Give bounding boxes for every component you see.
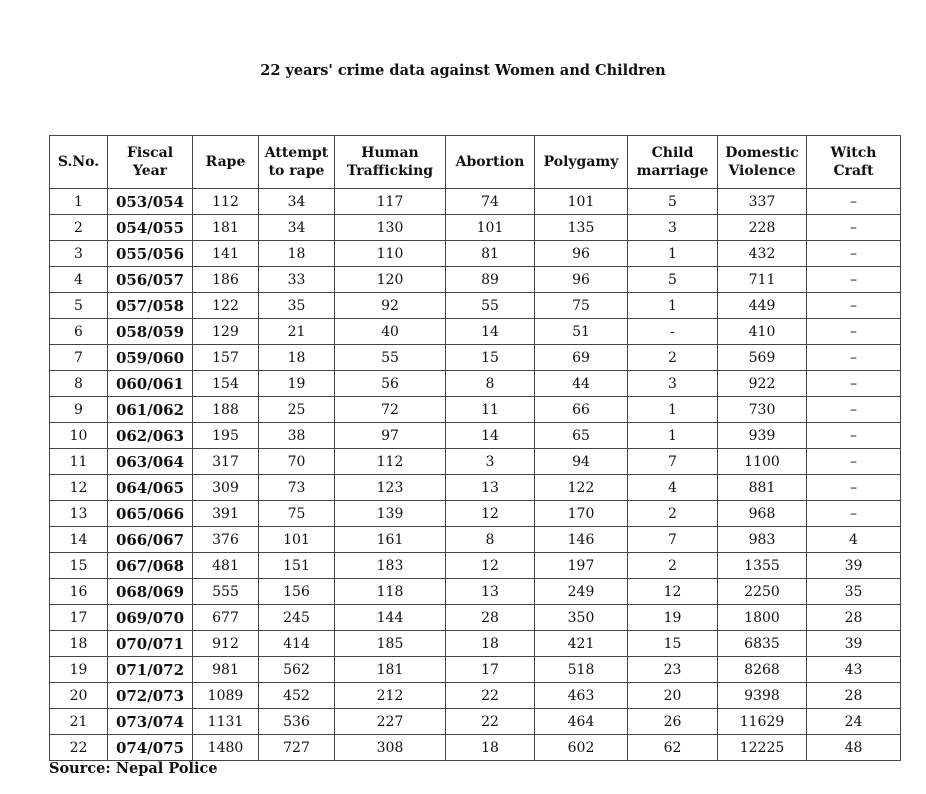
cell-sno: 9 bbox=[50, 397, 108, 423]
table-row bbox=[50, 423, 901, 449]
cell-human-trafficking: 308 bbox=[335, 735, 446, 761]
cell-polygamy: 146 bbox=[535, 527, 628, 553]
header-human-trafficking: Human Trafficking bbox=[335, 136, 446, 189]
cell-child-marriage: 20 bbox=[628, 683, 718, 709]
cell-attempt-to-rape: 25 bbox=[259, 397, 335, 423]
cell-attempt-to-rape: 34 bbox=[259, 189, 335, 215]
cell-domestic-violence: 1100 bbox=[718, 449, 807, 475]
cell-polygamy: 101 bbox=[535, 189, 628, 215]
cell-polygamy: 197 bbox=[535, 553, 628, 579]
cell-abortion: 22 bbox=[446, 683, 535, 709]
cell-attempt-to-rape: 70 bbox=[259, 449, 335, 475]
cell-child-marriage: 2 bbox=[628, 345, 718, 371]
table-row bbox=[50, 345, 901, 371]
cell-attempt-to-rape: 33 bbox=[259, 267, 335, 293]
cell-attempt-to-rape: 18 bbox=[259, 345, 335, 371]
cell-child-marriage: 4 bbox=[628, 475, 718, 501]
header-polygamy: Polygamy bbox=[535, 136, 628, 189]
cell-sno: 17 bbox=[50, 605, 108, 631]
table-body bbox=[50, 189, 901, 761]
cell-fiscal-year: 073/074 bbox=[108, 709, 193, 735]
table-row bbox=[50, 319, 901, 345]
table-row bbox=[50, 735, 901, 761]
cell-abortion: 89 bbox=[446, 267, 535, 293]
cell-abortion: 8 bbox=[446, 371, 535, 397]
cell-abortion: 12 bbox=[446, 501, 535, 527]
table-row bbox=[50, 553, 901, 579]
cell-fiscal-year: 065/066 bbox=[108, 501, 193, 527]
cell-rape: 309 bbox=[193, 475, 259, 501]
cell-attempt-to-rape: 19 bbox=[259, 371, 335, 397]
cell-rape: 1131 bbox=[193, 709, 259, 735]
cell-attempt-to-rape: 73 bbox=[259, 475, 335, 501]
cell-polygamy: 69 bbox=[535, 345, 628, 371]
table-row bbox=[50, 631, 901, 657]
cell-sno: 5 bbox=[50, 293, 108, 319]
cell-abortion: 13 bbox=[446, 579, 535, 605]
table-row bbox=[50, 527, 901, 553]
cell-fiscal-year: 064/065 bbox=[108, 475, 193, 501]
cell-rape: 188 bbox=[193, 397, 259, 423]
cell-polygamy: 51 bbox=[535, 319, 628, 345]
cell-domestic-violence: 983 bbox=[718, 527, 807, 553]
cell-abortion: 12 bbox=[446, 553, 535, 579]
cell-sno: 11 bbox=[50, 449, 108, 475]
table-row bbox=[50, 501, 901, 527]
cell-domestic-violence: 6835 bbox=[718, 631, 807, 657]
cell-domestic-violence: 711 bbox=[718, 267, 807, 293]
cell-abortion: 18 bbox=[446, 735, 535, 761]
cell-fiscal-year: 071/072 bbox=[108, 657, 193, 683]
cell-sno: 2 bbox=[50, 215, 108, 241]
cell-human-trafficking: 117 bbox=[335, 189, 446, 215]
cell-abortion: 81 bbox=[446, 241, 535, 267]
cell-human-trafficking: 92 bbox=[335, 293, 446, 319]
cell-human-trafficking: 139 bbox=[335, 501, 446, 527]
cell-attempt-to-rape: 536 bbox=[259, 709, 335, 735]
cell-rape: 195 bbox=[193, 423, 259, 449]
cell-rape: 186 bbox=[193, 267, 259, 293]
cell-rape: 112 bbox=[193, 189, 259, 215]
cell-attempt-to-rape: 151 bbox=[259, 553, 335, 579]
cell-domestic-violence: 968 bbox=[718, 501, 807, 527]
cell-witch-craft: – bbox=[807, 501, 901, 527]
cell-child-marriage: 19 bbox=[628, 605, 718, 631]
table-row bbox=[50, 189, 901, 215]
source-note: Source: Nepal Police bbox=[49, 760, 218, 777]
cell-human-trafficking: 123 bbox=[335, 475, 446, 501]
cell-attempt-to-rape: 562 bbox=[259, 657, 335, 683]
cell-abortion: 101 bbox=[446, 215, 535, 241]
cell-child-marriage: 5 bbox=[628, 189, 718, 215]
table-row bbox=[50, 241, 901, 267]
cell-witch-craft: 39 bbox=[807, 631, 901, 657]
cell-sno: 16 bbox=[50, 579, 108, 605]
table-row bbox=[50, 371, 901, 397]
cell-polygamy: 96 bbox=[535, 267, 628, 293]
cell-witch-craft: – bbox=[807, 371, 901, 397]
cell-domestic-violence: 569 bbox=[718, 345, 807, 371]
cell-child-marriage: 15 bbox=[628, 631, 718, 657]
cell-human-trafficking: 112 bbox=[335, 449, 446, 475]
cell-human-trafficking: 55 bbox=[335, 345, 446, 371]
cell-attempt-to-rape: 34 bbox=[259, 215, 335, 241]
cell-polygamy: 249 bbox=[535, 579, 628, 605]
cell-sno: 22 bbox=[50, 735, 108, 761]
cell-domestic-violence: 922 bbox=[718, 371, 807, 397]
cell-polygamy: 66 bbox=[535, 397, 628, 423]
cell-fiscal-year: 058/059 bbox=[108, 319, 193, 345]
cell-rape: 1480 bbox=[193, 735, 259, 761]
cell-sno: 12 bbox=[50, 475, 108, 501]
cell-rape: 122 bbox=[193, 293, 259, 319]
cell-human-trafficking: 161 bbox=[335, 527, 446, 553]
cell-rape: 317 bbox=[193, 449, 259, 475]
table-title: 22 years' crime data against Women and Children bbox=[260, 62, 666, 79]
cell-human-trafficking: 120 bbox=[335, 267, 446, 293]
header-attempt-to-rape: Attempt to rape bbox=[259, 136, 335, 189]
cell-fiscal-year: 067/068 bbox=[108, 553, 193, 579]
cell-sno: 1 bbox=[50, 189, 108, 215]
cell-attempt-to-rape: 452 bbox=[259, 683, 335, 709]
cell-child-marriage: 1 bbox=[628, 241, 718, 267]
cell-attempt-to-rape: 21 bbox=[259, 319, 335, 345]
cell-witch-craft: – bbox=[807, 215, 901, 241]
cell-domestic-violence: 12225 bbox=[718, 735, 807, 761]
cell-abortion: 13 bbox=[446, 475, 535, 501]
cell-abortion: 14 bbox=[446, 423, 535, 449]
cell-abortion: 8 bbox=[446, 527, 535, 553]
cell-witch-craft: – bbox=[807, 423, 901, 449]
cell-abortion: 17 bbox=[446, 657, 535, 683]
cell-abortion: 11 bbox=[446, 397, 535, 423]
cell-sno: 10 bbox=[50, 423, 108, 449]
cell-polygamy: 135 bbox=[535, 215, 628, 241]
cell-sno: 20 bbox=[50, 683, 108, 709]
header-row bbox=[50, 136, 901, 189]
cell-fiscal-year: 061/062 bbox=[108, 397, 193, 423]
cell-sno: 19 bbox=[50, 657, 108, 683]
cell-polygamy: 518 bbox=[535, 657, 628, 683]
cell-polygamy: 421 bbox=[535, 631, 628, 657]
cell-sno: 13 bbox=[50, 501, 108, 527]
header-domestic-violence: Domestic Violence bbox=[718, 136, 807, 189]
cell-witch-craft: 48 bbox=[807, 735, 901, 761]
cell-witch-craft: – bbox=[807, 189, 901, 215]
cell-domestic-violence: 939 bbox=[718, 423, 807, 449]
cell-fiscal-year: 055/056 bbox=[108, 241, 193, 267]
cell-witch-craft: 39 bbox=[807, 553, 901, 579]
cell-polygamy: 464 bbox=[535, 709, 628, 735]
cell-witch-craft: 28 bbox=[807, 683, 901, 709]
cell-fiscal-year: 074/075 bbox=[108, 735, 193, 761]
cell-child-marriage: 2 bbox=[628, 501, 718, 527]
table-row bbox=[50, 605, 901, 631]
cell-human-trafficking: 144 bbox=[335, 605, 446, 631]
header-child-marriage: Child marriage bbox=[628, 136, 718, 189]
cell-witch-craft: 35 bbox=[807, 579, 901, 605]
cell-witch-craft: – bbox=[807, 241, 901, 267]
cell-polygamy: 463 bbox=[535, 683, 628, 709]
cell-rape: 912 bbox=[193, 631, 259, 657]
cell-attempt-to-rape: 38 bbox=[259, 423, 335, 449]
cell-rape: 677 bbox=[193, 605, 259, 631]
cell-witch-craft: 4 bbox=[807, 527, 901, 553]
cell-child-marriage: - bbox=[628, 319, 718, 345]
cell-rape: 129 bbox=[193, 319, 259, 345]
cell-domestic-violence: 228 bbox=[718, 215, 807, 241]
cell-child-marriage: 1 bbox=[628, 423, 718, 449]
cell-sno: 4 bbox=[50, 267, 108, 293]
table-row bbox=[50, 397, 901, 423]
cell-child-marriage: 7 bbox=[628, 449, 718, 475]
cell-human-trafficking: 227 bbox=[335, 709, 446, 735]
cell-fiscal-year: 070/071 bbox=[108, 631, 193, 657]
cell-human-trafficking: 56 bbox=[335, 371, 446, 397]
cell-rape: 1089 bbox=[193, 683, 259, 709]
table-row bbox=[50, 267, 901, 293]
cell-child-marriage: 5 bbox=[628, 267, 718, 293]
cell-domestic-violence: 11629 bbox=[718, 709, 807, 735]
cell-human-trafficking: 212 bbox=[335, 683, 446, 709]
cell-rape: 141 bbox=[193, 241, 259, 267]
cell-rape: 376 bbox=[193, 527, 259, 553]
cell-polygamy: 170 bbox=[535, 501, 628, 527]
cell-domestic-violence: 1355 bbox=[718, 553, 807, 579]
cell-fiscal-year: 060/061 bbox=[108, 371, 193, 397]
cell-witch-craft: – bbox=[807, 319, 901, 345]
table-row bbox=[50, 657, 901, 683]
cell-rape: 391 bbox=[193, 501, 259, 527]
cell-human-trafficking: 72 bbox=[335, 397, 446, 423]
cell-polygamy: 96 bbox=[535, 241, 628, 267]
cell-child-marriage: 3 bbox=[628, 371, 718, 397]
cell-fiscal-year: 054/055 bbox=[108, 215, 193, 241]
cell-attempt-to-rape: 18 bbox=[259, 241, 335, 267]
cell-witch-craft: 28 bbox=[807, 605, 901, 631]
cell-human-trafficking: 130 bbox=[335, 215, 446, 241]
cell-fiscal-year: 062/063 bbox=[108, 423, 193, 449]
cell-abortion: 74 bbox=[446, 189, 535, 215]
cell-sno: 21 bbox=[50, 709, 108, 735]
cell-domestic-violence: 9398 bbox=[718, 683, 807, 709]
cell-rape: 157 bbox=[193, 345, 259, 371]
cell-polygamy: 602 bbox=[535, 735, 628, 761]
table-row bbox=[50, 709, 901, 735]
cell-fiscal-year: 053/054 bbox=[108, 189, 193, 215]
cell-fiscal-year: 057/058 bbox=[108, 293, 193, 319]
cell-domestic-violence: 8268 bbox=[718, 657, 807, 683]
cell-fiscal-year: 059/060 bbox=[108, 345, 193, 371]
table-row bbox=[50, 293, 901, 319]
table-row bbox=[50, 683, 901, 709]
cell-rape: 154 bbox=[193, 371, 259, 397]
crime-data-table bbox=[49, 135, 901, 761]
table-row bbox=[50, 579, 901, 605]
cell-child-marriage: 2 bbox=[628, 553, 718, 579]
cell-witch-craft: – bbox=[807, 267, 901, 293]
cell-witch-craft: – bbox=[807, 449, 901, 475]
cell-domestic-violence: 410 bbox=[718, 319, 807, 345]
cell-child-marriage: 1 bbox=[628, 293, 718, 319]
cell-abortion: 18 bbox=[446, 631, 535, 657]
cell-polygamy: 75 bbox=[535, 293, 628, 319]
cell-child-marriage: 12 bbox=[628, 579, 718, 605]
cell-child-marriage: 1 bbox=[628, 397, 718, 423]
cell-attempt-to-rape: 245 bbox=[259, 605, 335, 631]
cell-child-marriage: 23 bbox=[628, 657, 718, 683]
cell-fiscal-year: 069/070 bbox=[108, 605, 193, 631]
cell-domestic-violence: 730 bbox=[718, 397, 807, 423]
cell-rape: 481 bbox=[193, 553, 259, 579]
cell-polygamy: 94 bbox=[535, 449, 628, 475]
cell-sno: 18 bbox=[50, 631, 108, 657]
cell-rape: 555 bbox=[193, 579, 259, 605]
table-row bbox=[50, 449, 901, 475]
header-witch-craft: Witch Craft bbox=[807, 136, 901, 189]
cell-sno: 14 bbox=[50, 527, 108, 553]
cell-human-trafficking: 97 bbox=[335, 423, 446, 449]
table-row bbox=[50, 475, 901, 501]
cell-child-marriage: 3 bbox=[628, 215, 718, 241]
cell-polygamy: 122 bbox=[535, 475, 628, 501]
cell-child-marriage: 7 bbox=[628, 527, 718, 553]
cell-attempt-to-rape: 101 bbox=[259, 527, 335, 553]
table-row bbox=[50, 215, 901, 241]
cell-abortion: 3 bbox=[446, 449, 535, 475]
cell-human-trafficking: 181 bbox=[335, 657, 446, 683]
cell-sno: 8 bbox=[50, 371, 108, 397]
cell-human-trafficking: 183 bbox=[335, 553, 446, 579]
cell-witch-craft: 43 bbox=[807, 657, 901, 683]
cell-domestic-violence: 449 bbox=[718, 293, 807, 319]
cell-attempt-to-rape: 727 bbox=[259, 735, 335, 761]
cell-attempt-to-rape: 35 bbox=[259, 293, 335, 319]
cell-abortion: 22 bbox=[446, 709, 535, 735]
cell-witch-craft: – bbox=[807, 475, 901, 501]
cell-abortion: 15 bbox=[446, 345, 535, 371]
cell-fiscal-year: 063/064 bbox=[108, 449, 193, 475]
cell-attempt-to-rape: 75 bbox=[259, 501, 335, 527]
cell-domestic-violence: 337 bbox=[718, 189, 807, 215]
cell-fiscal-year: 072/073 bbox=[108, 683, 193, 709]
cell-rape: 181 bbox=[193, 215, 259, 241]
cell-attempt-to-rape: 156 bbox=[259, 579, 335, 605]
cell-domestic-violence: 1800 bbox=[718, 605, 807, 631]
cell-abortion: 14 bbox=[446, 319, 535, 345]
cell-domestic-violence: 2250 bbox=[718, 579, 807, 605]
cell-sno: 6 bbox=[50, 319, 108, 345]
cell-polygamy: 44 bbox=[535, 371, 628, 397]
cell-fiscal-year: 068/069 bbox=[108, 579, 193, 605]
cell-abortion: 28 bbox=[446, 605, 535, 631]
cell-witch-craft: – bbox=[807, 397, 901, 423]
cell-human-trafficking: 110 bbox=[335, 241, 446, 267]
cell-abortion: 55 bbox=[446, 293, 535, 319]
cell-witch-craft: 24 bbox=[807, 709, 901, 735]
cell-fiscal-year: 056/057 bbox=[108, 267, 193, 293]
cell-human-trafficking: 40 bbox=[335, 319, 446, 345]
cell-witch-craft: – bbox=[807, 293, 901, 319]
cell-domestic-violence: 881 bbox=[718, 475, 807, 501]
header-sno: S.No. bbox=[50, 136, 108, 189]
cell-polygamy: 350 bbox=[535, 605, 628, 631]
cell-rape: 981 bbox=[193, 657, 259, 683]
cell-human-trafficking: 118 bbox=[335, 579, 446, 605]
cell-fiscal-year: 066/067 bbox=[108, 527, 193, 553]
cell-human-trafficking: 185 bbox=[335, 631, 446, 657]
header-rape: Rape bbox=[193, 136, 259, 189]
header-fiscal-year: Fiscal Year bbox=[108, 136, 193, 189]
cell-polygamy: 65 bbox=[535, 423, 628, 449]
cell-child-marriage: 26 bbox=[628, 709, 718, 735]
cell-witch-craft: – bbox=[807, 345, 901, 371]
cell-sno: 7 bbox=[50, 345, 108, 371]
cell-child-marriage: 62 bbox=[628, 735, 718, 761]
cell-attempt-to-rape: 414 bbox=[259, 631, 335, 657]
cell-domestic-violence: 432 bbox=[718, 241, 807, 267]
cell-sno: 3 bbox=[50, 241, 108, 267]
cell-sno: 15 bbox=[50, 553, 108, 579]
header-abortion: Abortion bbox=[446, 136, 535, 189]
